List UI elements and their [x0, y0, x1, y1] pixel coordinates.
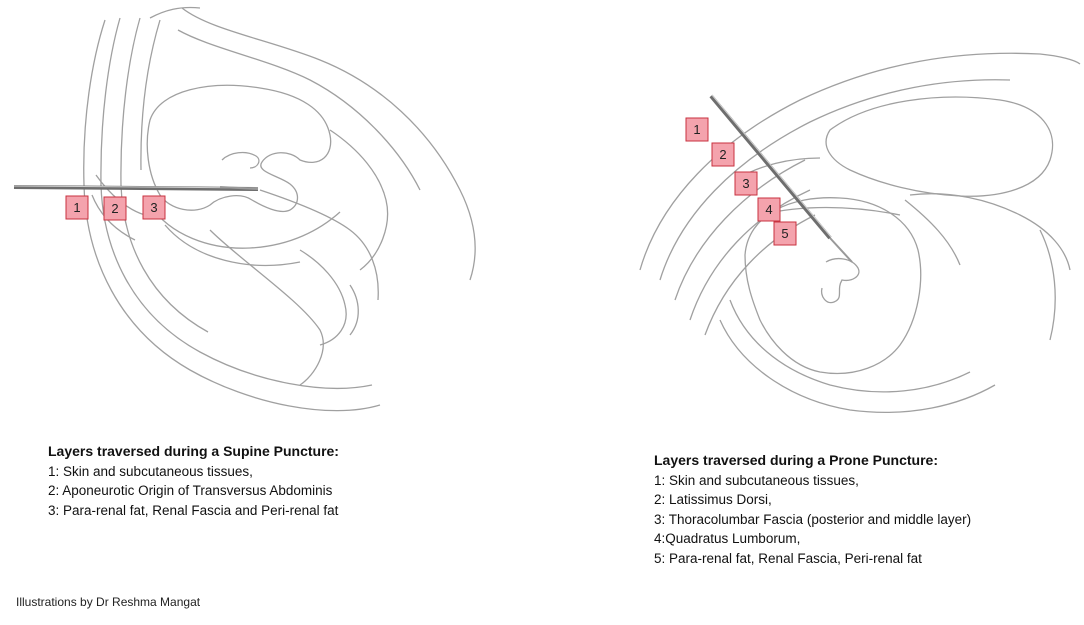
supine-heading: Layers traversed during a Supine Puncture:	[48, 443, 339, 459]
prone-label-text: 2	[719, 147, 727, 162]
prone-label-text: 1	[693, 122, 701, 137]
prone-layer-item: 4:Quadratus Lumborum,	[654, 531, 801, 546]
prone-layer-label-5	[774, 222, 796, 245]
supine-layer-label-3	[143, 196, 165, 219]
supine-label-text: 3	[150, 200, 158, 215]
supine-needle	[14, 186, 258, 189]
prone-layer-item: 5: Para-renal fat, Renal Fascia, Peri-renal fat	[654, 550, 922, 566]
prone-label-text: 4	[765, 202, 773, 217]
prone-layer-item: 3: Thoracolumbar Fascia (posterior and middle layer)	[654, 511, 972, 527]
prone-label-text: 5	[781, 226, 789, 241]
prone-caption	[654, 451, 1074, 568]
supine-caption	[48, 442, 468, 520]
prone-layer-item: 1: Skin and subcutaneous tissues,	[654, 472, 859, 488]
illustration-credit: Illustrations by Dr Reshma Mangat	[16, 595, 201, 609]
supine-layer-item: 1: Skin and subcutaneous tissues,	[48, 463, 253, 479]
prone-layer-label-1	[686, 118, 708, 141]
prone-layer-label-2	[712, 143, 734, 166]
supine-label-text: 1	[73, 200, 81, 215]
prone-layer-item: 2: Latissimus Dorsi,	[654, 492, 772, 507]
supine-anatomy-sketch	[84, 7, 475, 410]
supine-layer-label-2	[104, 197, 126, 220]
supine-layer-label-1	[66, 196, 88, 219]
prone-anatomy-sketch	[640, 53, 1080, 412]
supine-layer-item: 3: Para-renal fat, Renal Fascia and Peri-renal fat	[48, 502, 339, 518]
supine-layer-item: 2: Aponeurotic Origin of Transversus Abdominis	[48, 483, 333, 498]
prone-layer-label-3	[735, 172, 757, 195]
supine-label-text: 2	[111, 201, 119, 216]
prone-label-text: 3	[742, 176, 750, 191]
prone-heading: Layers traversed during a Prone Puncture:	[654, 452, 938, 468]
prone-layer-label-4	[758, 198, 780, 221]
